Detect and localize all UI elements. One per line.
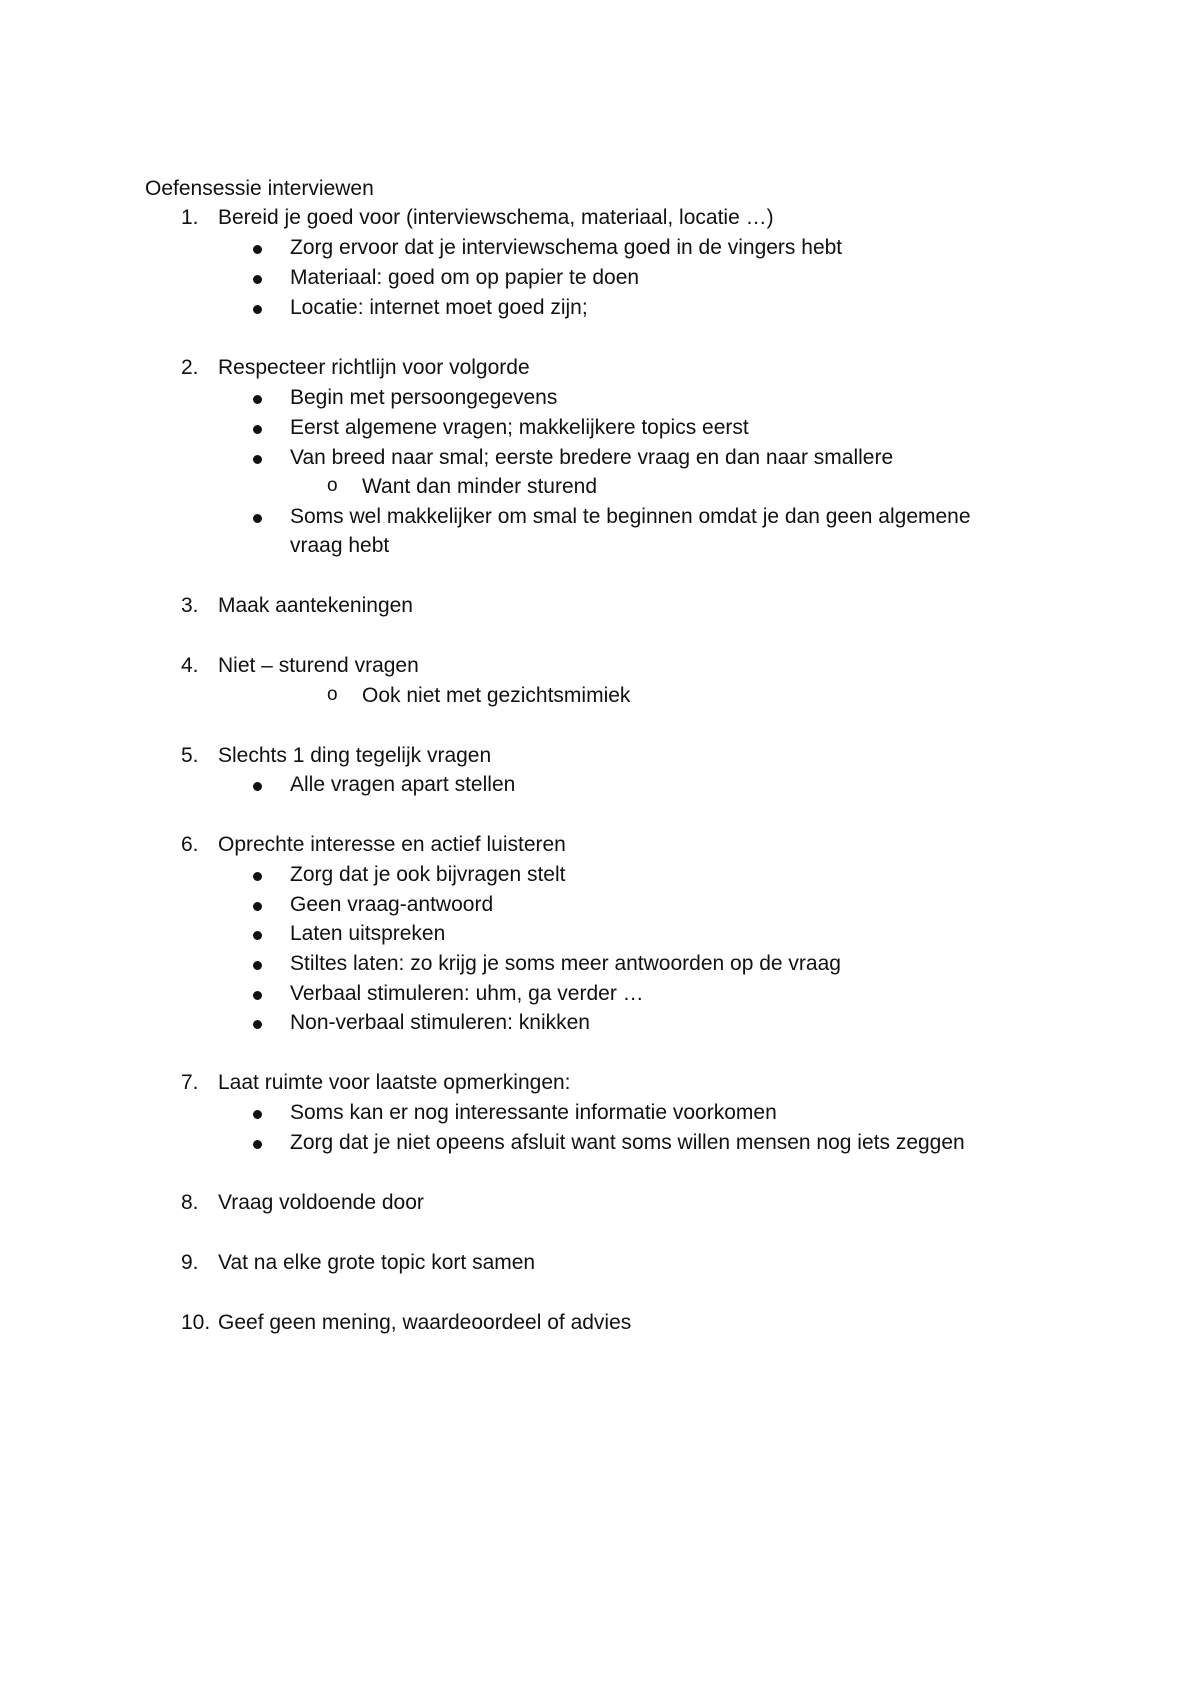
list-number: 7. [181,1071,199,1094]
list-number: 5. [181,744,199,767]
section-heading: Vat na elke grote topic kort samen [218,1251,536,1274]
section-heading: Bereid je goed voor (interviewschema, materiaal, locatie …) [218,206,774,229]
list-item: Soms wel makkelijker om smal te beginnen omdat je dan geen algemene [290,505,971,528]
section-heading: Oprechte interesse en actief luisteren [218,833,566,856]
section-heading: Niet – sturend vragen [218,654,419,677]
bullet-icon [253,902,262,911]
section-heading: Geef geen mening, waardeoordeel of advies [218,1311,632,1334]
list-item: Laten uitspreken [290,922,446,945]
bullet-icon [253,1110,262,1119]
section-heading: Respecteer richtlijn voor volgorde [218,356,530,379]
circle-bullet-icon: o [327,475,338,496]
list-item: Zorg dat je niet opeens afsluit want soms willen mensen nog iets zeggen [290,1131,965,1154]
list-item: Verbaal stimuleren: uhm, ga verder … [290,982,644,1005]
bullet-icon [253,1020,262,1029]
list-number: 8. [181,1191,199,1214]
circle-bullet-icon: o [327,684,338,705]
bullet-icon [253,961,262,970]
list-number: 2. [181,356,199,379]
bullet-icon [253,245,262,254]
bullet-icon [253,872,262,881]
section-heading: Laat ruimte voor laatste opmerkingen: [218,1071,571,1094]
list-item: Non-verbaal stimuleren: knikken [290,1011,590,1034]
list-item-continuation: vraag hebt [290,534,390,557]
list-item: Zorg dat je ook bijvragen stelt [290,863,566,886]
bullet-icon [253,305,262,314]
section-heading: Vraag voldoende door [218,1191,424,1214]
bullet-icon [253,455,262,464]
bullet-icon [253,991,262,1000]
list-item: Geen vraag-antwoord [290,893,494,916]
list-number: 4. [181,654,199,677]
list-item: Materiaal: goed om op papier te doen [290,266,640,289]
list-number: 6. [181,833,199,856]
bullet-icon [253,782,262,791]
list-item: Van breed naar smal; eerste bredere vraag en dan naar smallere [290,446,894,469]
list-number: 9. [181,1251,199,1274]
sub-list-item: Ook niet met gezichtsmimiek [362,684,631,707]
list-item: Soms kan er nog interessante informatie voorkomen [290,1101,777,1124]
document-title: Oefensessie interviewen [145,177,374,200]
list-item: Locatie: internet moet goed zijn; [290,296,588,319]
list-item: Begin met persoongegevens [290,386,558,409]
list-number: 3. [181,594,199,617]
list-number: 1. [181,206,199,229]
bullet-icon [253,425,262,434]
sub-list-item: Want dan minder sturend [362,475,598,498]
bullet-icon [253,395,262,404]
list-item: Stiltes laten: zo krijg je soms meer antwoorden op de vraag [290,952,841,975]
bullet-icon [253,931,262,940]
list-item: Zorg ervoor dat je interviewschema goed in de vingers hebt [290,236,843,259]
section-heading: Maak aantekeningen [218,594,413,617]
bullet-icon [253,514,262,523]
bullet-icon [253,1140,262,1149]
list-item: Alle vragen apart stellen [290,773,516,796]
list-item: Eerst algemene vragen; makkelijkere topics eerst [290,416,749,439]
bullet-icon [253,275,262,284]
list-number: 10. [181,1311,211,1334]
section-heading: Slechts 1 ding tegelijk vragen [218,744,492,767]
